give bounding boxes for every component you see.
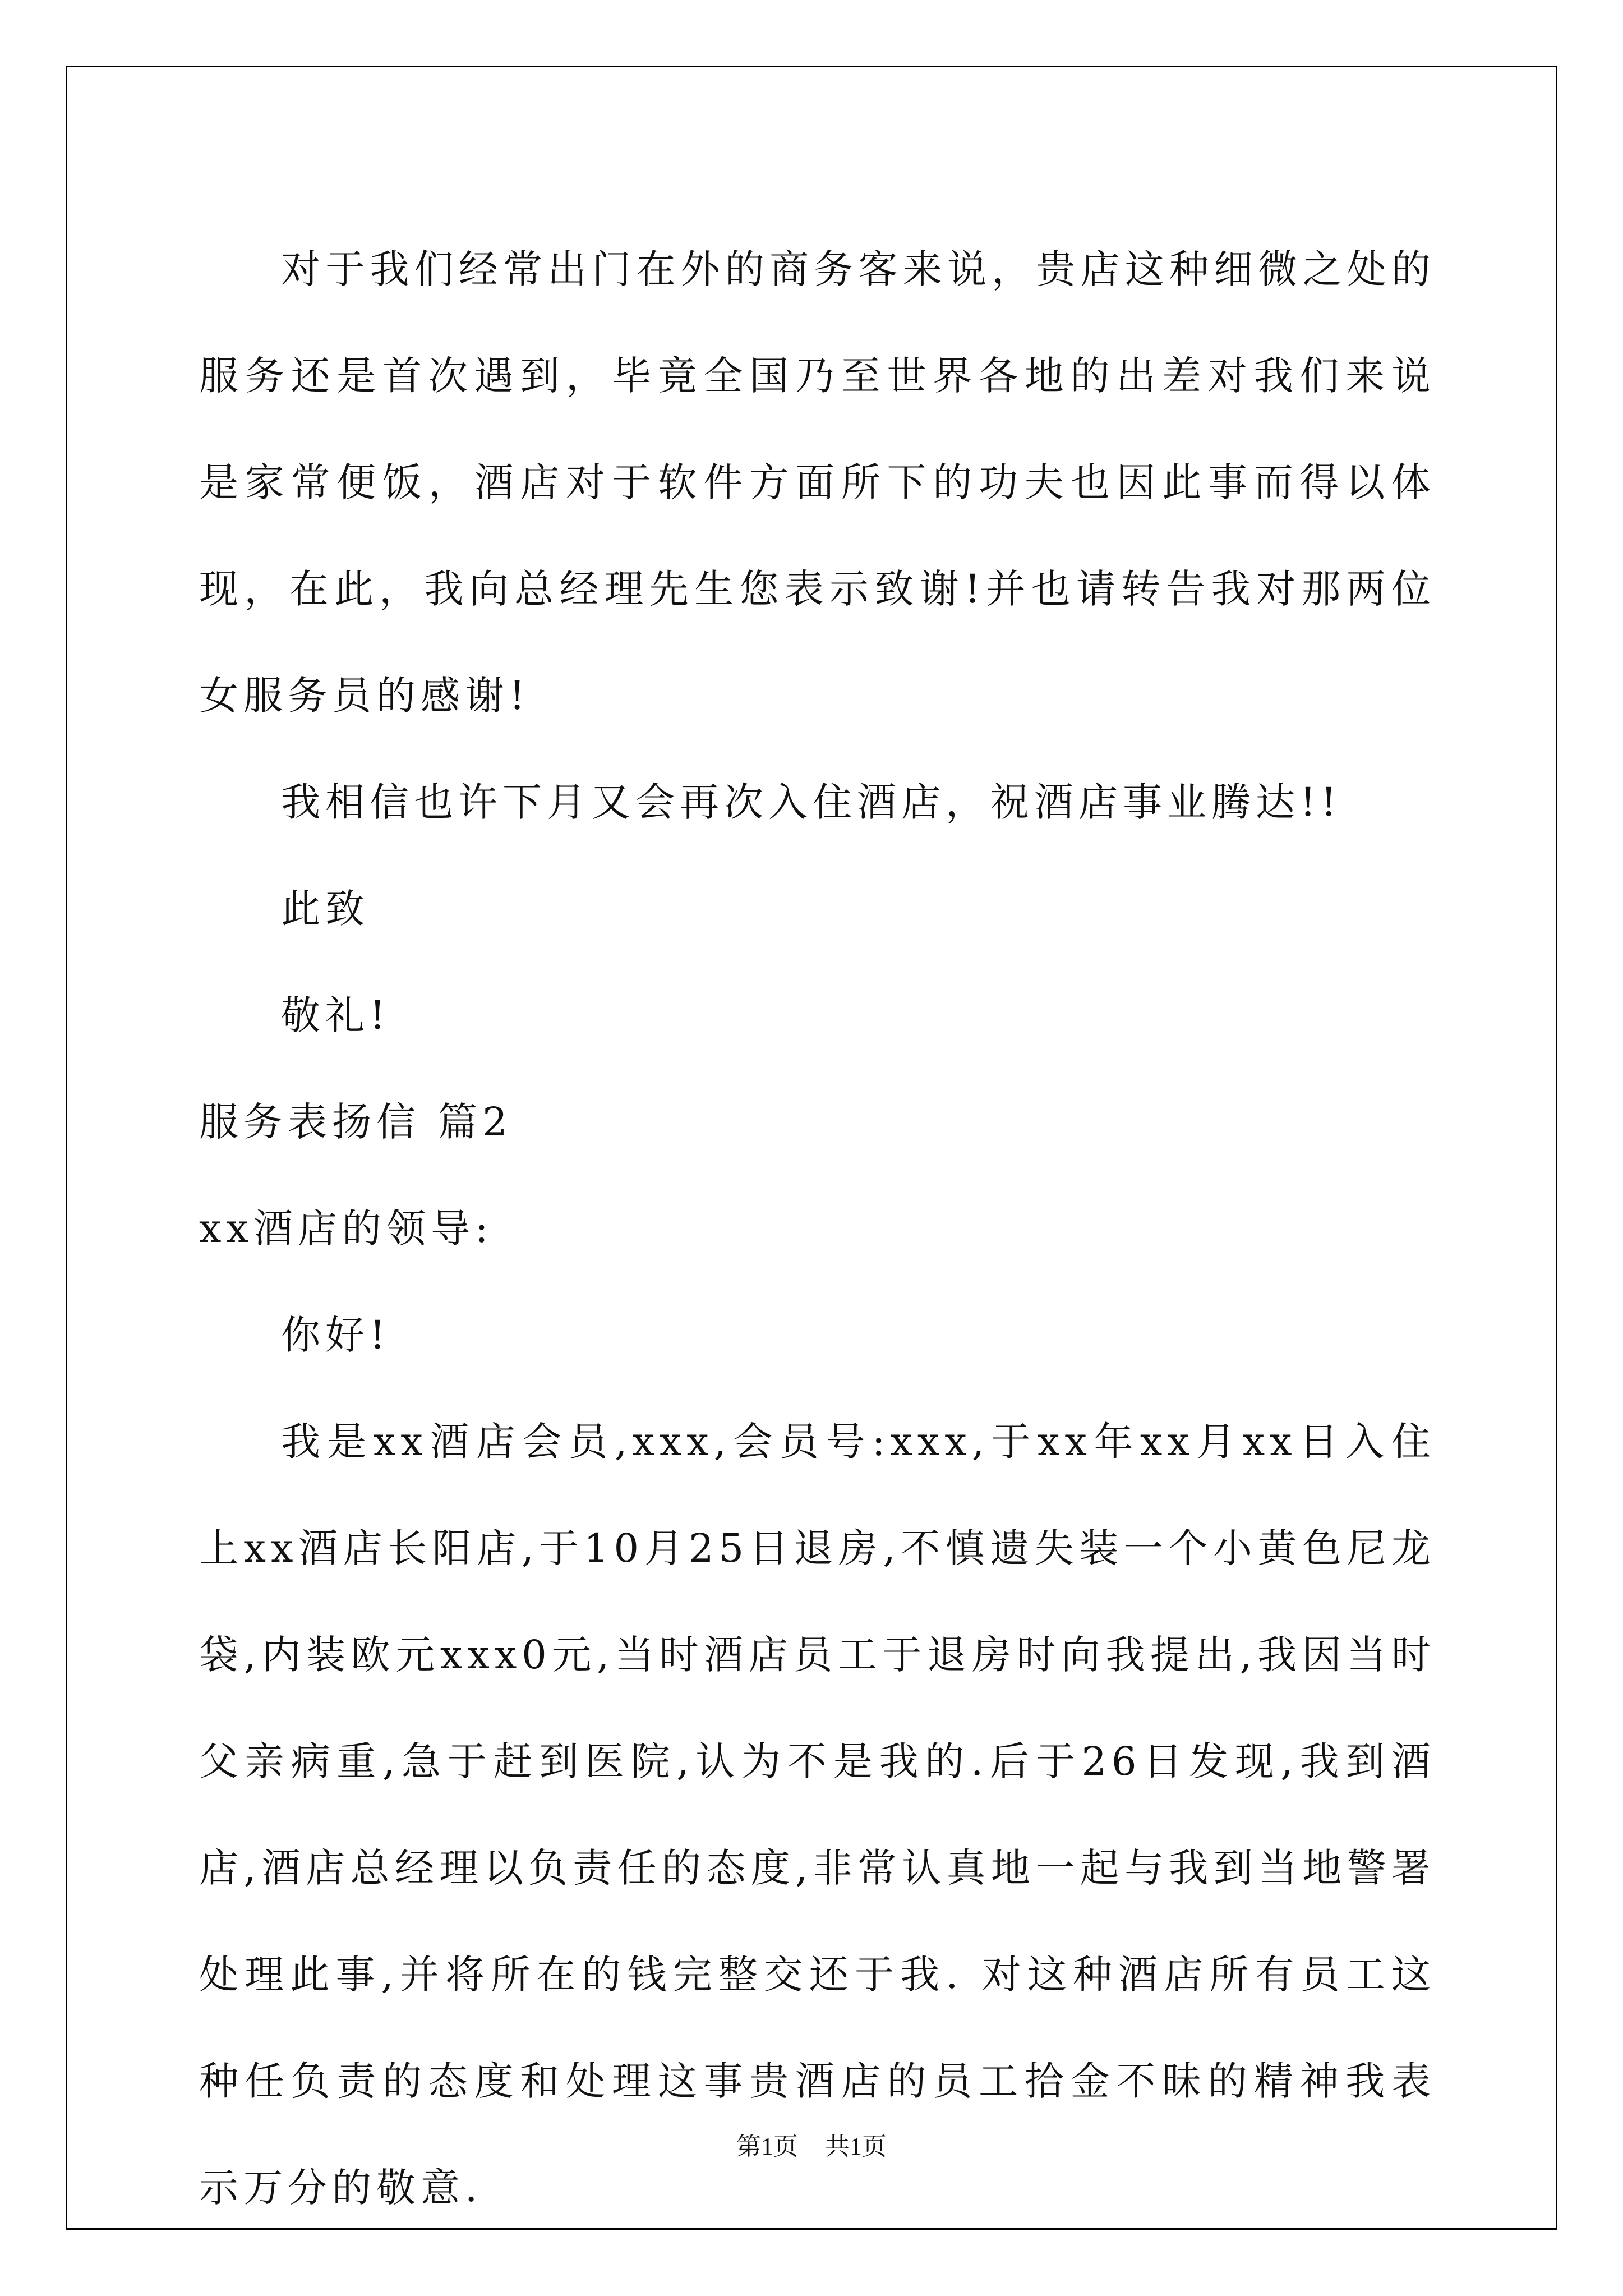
page-number: 第1页: [736, 2133, 798, 2160]
page-footer: [0, 2126, 1623, 2162]
paragraph-thanks: 对于我们经常出门在外的商务客来说，贵店这种细微之处的服务还是首次遇到，毕竟全国乃至世界各地的出差对我们来说是家常便饭，酒店对于软件方面所下的功夫也因此事而得以体现，在此，我向总经理先生您表示致谢!并也请转告我对那两位女服务员的感谢!: [199, 246, 1436, 719]
letter-body: [199, 216, 1436, 2241]
closing-regards: 敬礼!: [281, 992, 391, 1038]
page-total: 共1页: [825, 2133, 887, 2160]
letter-greeting: 你好!: [281, 1312, 391, 1358]
paragraph-wishes: 我相信也许下月又会再次入住酒店，祝酒店事业腾达!!: [281, 779, 1342, 825]
section-heading: 服务表扬信 篇2: [199, 1099, 513, 1145]
closing-salutation: 此致: [281, 886, 370, 932]
paragraph-incident: 我是xx酒店会员,xxx,会员号:xxx,于xx年xx月xx日入住上xx酒店长阳店,于10月25日退房,不慎遗失装一个小黄色尼龙袋,内装欧元xxx0元,当时酒店员工于退房时向我提出,我因当时父亲病重,急于赶到医院,认为不是我的.后于26日发现,我到酒店,酒店总经理以负责任的态度,非常认真地一起与我到当地警署处理此事,并将所在的钱完整交还于我. 对这种酒店所有员工这种任负责的态度和处理这事贵酒店的员工拾金不昧的精神我表示万分的敬意.: [199, 1419, 1436, 2211]
letter-addressee: xx酒店的领导:: [199, 1205, 494, 1251]
